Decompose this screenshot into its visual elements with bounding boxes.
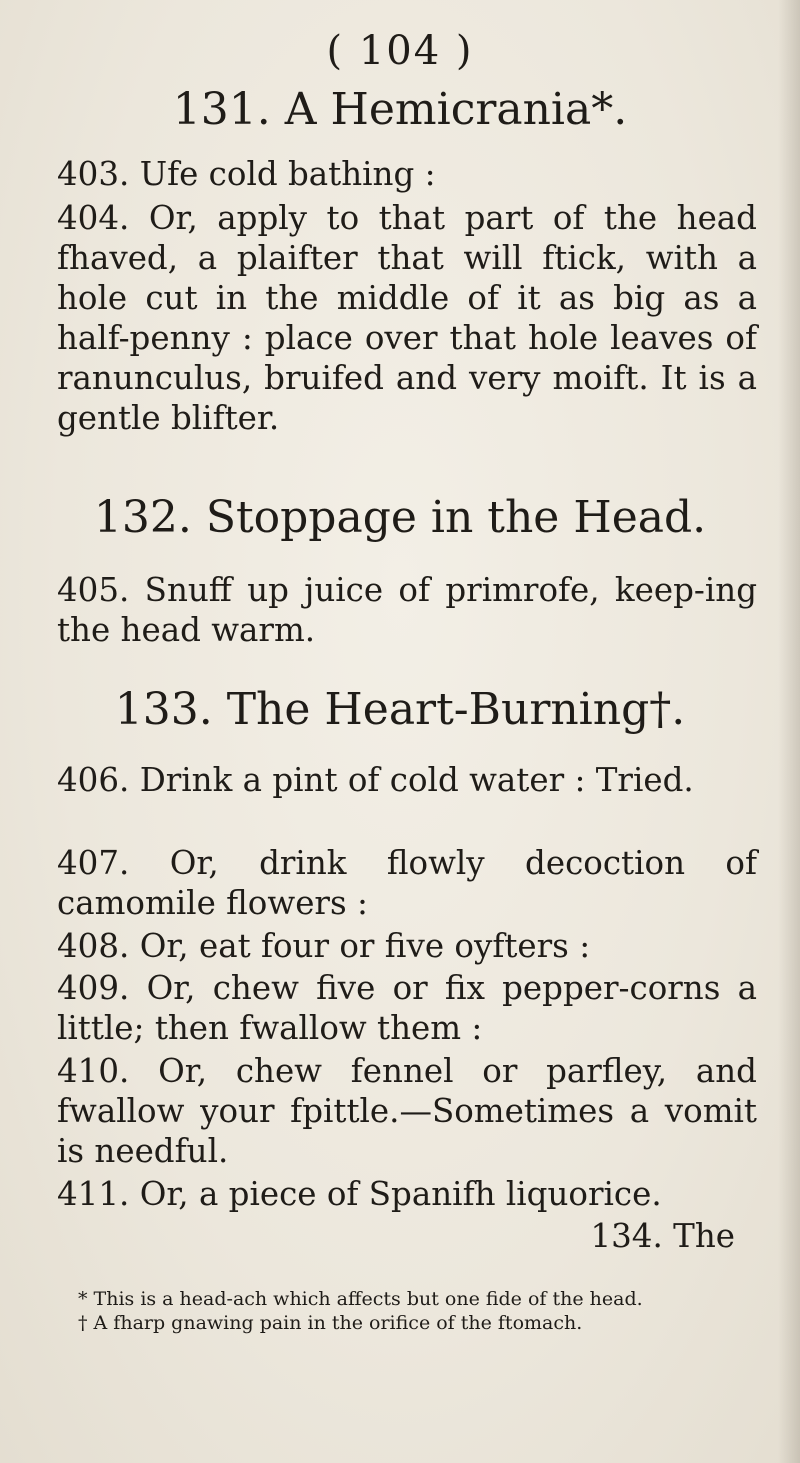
- paragraph-409: 409. Or, chew five or fix pepper-corns a little; then fwallow them :: [57, 969, 757, 1047]
- paragraph-407: 407. Or, drink flowly decoction of camomile flowers :: [57, 844, 757, 922]
- page-edge-shadow: [778, 0, 800, 1463]
- paragraph-410: 410. Or, chew fennel or parfley, and fwallow your fpittle.—Sometimes a vomit is needful.: [57, 1052, 757, 1170]
- paragraph-403: 403. Ufe cold bathing :: [57, 155, 436, 193]
- paragraph-411: 411. Or, a piece of Spanifh liquorice.: [57, 1175, 662, 1213]
- footnote-hemicrania: * This is a head-ach which affects but one fide of the head.: [78, 1288, 643, 1310]
- section-heading-hemicrania: 131. A Hemicrania*.: [172, 84, 628, 135]
- section-heading-heart-burning: 133. The Heart-Burning†.: [114, 684, 686, 735]
- paragraph-405: 405. Snuff up juice of primrofe, keep-ing the head warm.: [57, 571, 757, 649]
- paragraph-406: 406. Drink a pint of cold water : Tried.: [57, 761, 694, 799]
- paragraph-404: 404. Or, apply to that part of the head fhaved, a plaifter that will ftick, with a hole cut in the middle of it as big as a half-penny : place over that hole leaves of ranunculus, bruifed and very moift. It is a gentle blifter.: [57, 199, 757, 437]
- paragraph-408: 408. Or, eat four or five oyfters :: [57, 927, 591, 965]
- section-heading-stoppage: 132. Stoppage in the Head.: [93, 492, 707, 543]
- page-number: ( 104 ): [326, 28, 474, 74]
- footnote-heart-burning: † A fharp gnawing pain in the orifice of the ftomach.: [78, 1312, 583, 1334]
- catchword: 134. The: [590, 1217, 735, 1255]
